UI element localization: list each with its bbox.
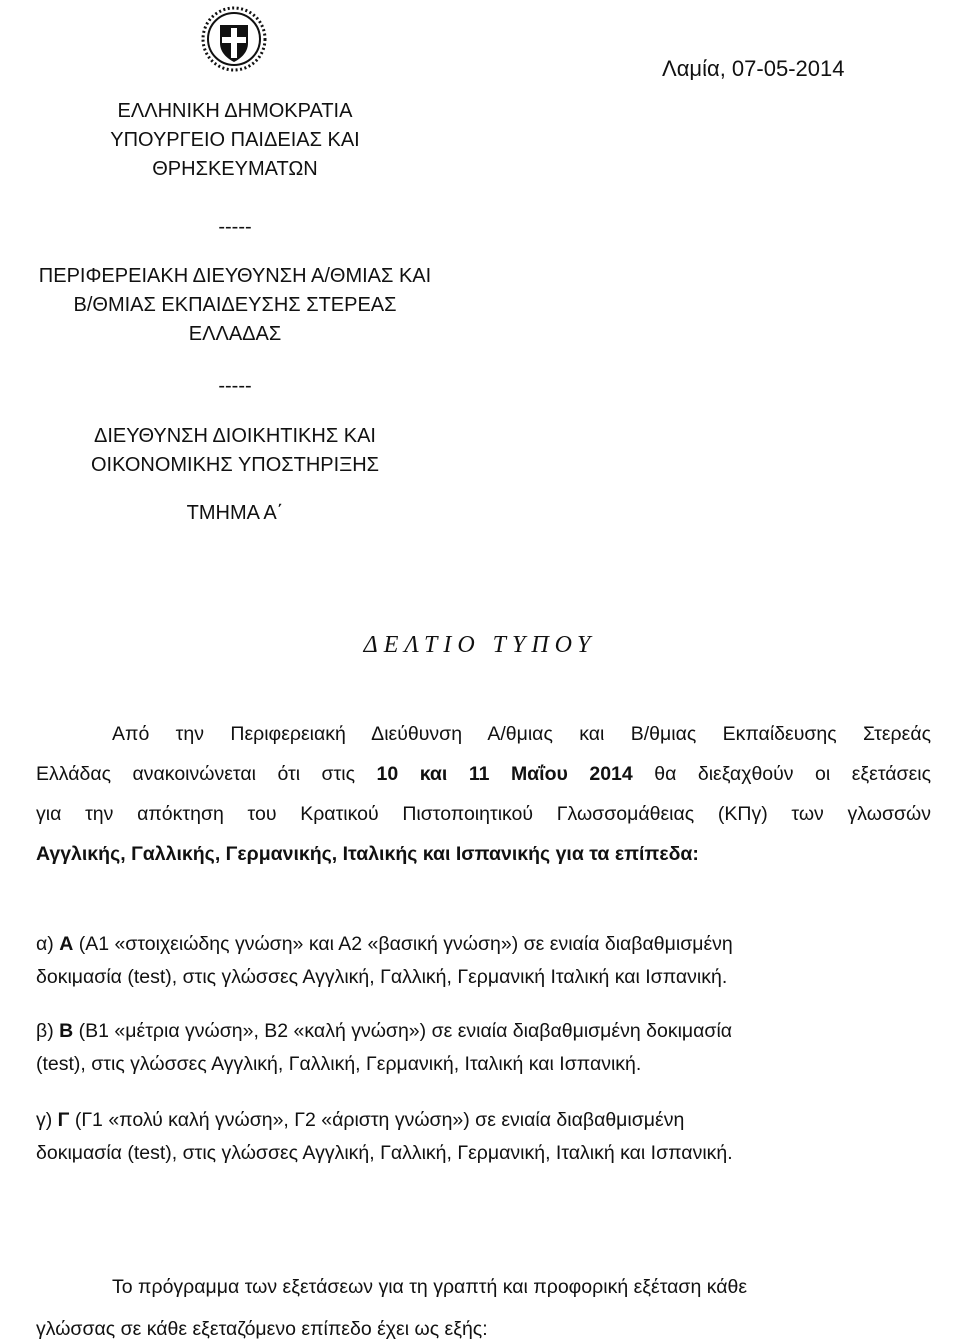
level-b-letter: Β <box>59 1020 74 1042</box>
level-a-description: (Α1 «στοιχειώδης γνώση» και Α2 «βασική γνώση») σε ενιαία διαβαθμισμένη <box>73 933 733 955</box>
closing-line-2: γλώσσας σε κάθε εξεταζόμενο επίπεδο έχει ως εξής: <box>36 1318 488 1340</box>
level-a-item <box>36 928 956 994</box>
press-release-title: ΔΕΛΤΙΟ ΤΥΠΟΥ <box>363 632 597 658</box>
intro-line-4: Αγγλικής, Γαλλικής, Γερμανικής, Ιταλικής και Ισπανικής για τα επίπεδα: <box>36 843 699 865</box>
intro-line-2-text: Ελλάδας ανακοινώνεται ότι στις <box>36 763 377 785</box>
intro-line-1: Από την Περιφερειακή Διεύθυνση Α/θμιας και Β/θμιας Εκπαίδευσης Στερεάς <box>112 723 931 745</box>
header-separator-1: ----- <box>218 216 252 238</box>
level-c-description: (Γ1 «πολύ καλή γνώση», Γ2 «άριστη γνώση») σε ενιαία διαβαθμισμένη <box>69 1109 685 1131</box>
level-a-marker: α) <box>36 933 60 955</box>
level-c-line-1 <box>36 1104 956 1137</box>
document-date: Λαμία, 07-05-2014 <box>662 56 845 81</box>
level-a-letter: Α <box>59 933 74 955</box>
header-ministry-line-1: ΥΠΟΥΡΓΕΙΟ ΠΑΙΔΕΙΑΣ ΚΑΙ <box>110 129 360 151</box>
level-c-marker: γ) <box>36 1109 58 1131</box>
directorate-header <box>0 422 470 480</box>
level-c-letter: Γ <box>57 1109 70 1131</box>
issuer-header <box>0 97 470 184</box>
header-republic: ΕΛΛΗΝΙΚΗ ΔΗΜΟΚΡΑΤΙΑ <box>117 100 353 122</box>
header-regional-line-3: ΕΛΛΑΔΑΣ <box>188 323 282 345</box>
level-b-description: (Β1 «μέτρια γνώση», Β2 «καλή γνώση») σε ενιαία διαβαθμισμένη δοκιμασία <box>73 1020 733 1042</box>
header-directorate-line-1: ΔΙΕΥΘΥΝΣΗ ΔΙΟΙΚΗΤΙΚΗΣ ΚΑΙ <box>94 425 376 447</box>
intro-line-2-tail: θα διεξαχθούν οι εξετάσεις <box>632 763 931 785</box>
hellenic-republic-seal-icon <box>200 5 268 73</box>
closing-line-1: Το πρόγραμμα των εξετάσεων για τη γραπτή και προφορική εξέταση κάθε <box>112 1276 748 1298</box>
level-c-line-2: δοκιμασία (test), στις γλώσσες Αγγλική, Γαλλική, Γερμανική, Ιταλική και Ισπανική. <box>36 1142 733 1164</box>
regional-directorate-header <box>0 262 470 349</box>
intro-line-3: για την απόκτηση του Κρατικού Πιστοποιητικού Γλωσσομάθειας (ΚΠγ) των γλωσσών <box>36 803 931 825</box>
intro-line-2 <box>36 754 931 794</box>
level-b-line-1 <box>36 1015 956 1048</box>
header-directorate-line-2: ΟΙΚΟΝΟΜΙΚΗΣ ΥΠΟΣΤΗΡΙΞΗΣ <box>90 454 380 476</box>
header-regional-line-2: Β/ΘΜΙΑΣ ΕΚΠΑΙΔΕΥΣΗΣ ΣΤΕΡΕΑΣ <box>73 294 397 316</box>
level-c-item <box>36 1104 956 1170</box>
level-b-line-2: (test), στις γλώσσες Αγγλική, Γαλλική, Γερμανική, Ιταλική και Ισπανική. <box>36 1053 642 1075</box>
level-a-line-1 <box>36 928 956 961</box>
header-regional-line-1: ΠΕΡΙΦΕΡΕΙΑΚΗ ΔΙΕΥΘΥΝΣΗ Α/ΘΜΙΑΣ ΚΑΙ <box>38 265 432 287</box>
level-a-line-2: δοκιμασία (test), στις γλώσσες Αγγλική, Γαλλική, Γερμανική Ιταλική και Ισπανική. <box>36 966 728 988</box>
exam-dates: 10 και 11 Μαΐου 2014 <box>376 763 633 785</box>
level-b-item <box>36 1015 956 1081</box>
level-b-marker: β) <box>36 1020 60 1042</box>
header-ministry-line-2: ΘΡΗΣΚΕΥΜΑΤΩΝ <box>152 158 318 180</box>
header-department: ΤΜΗΜΑ Α΄ <box>186 502 284 524</box>
header-separator-2: ----- <box>218 375 252 397</box>
intro-paragraph <box>36 714 931 874</box>
